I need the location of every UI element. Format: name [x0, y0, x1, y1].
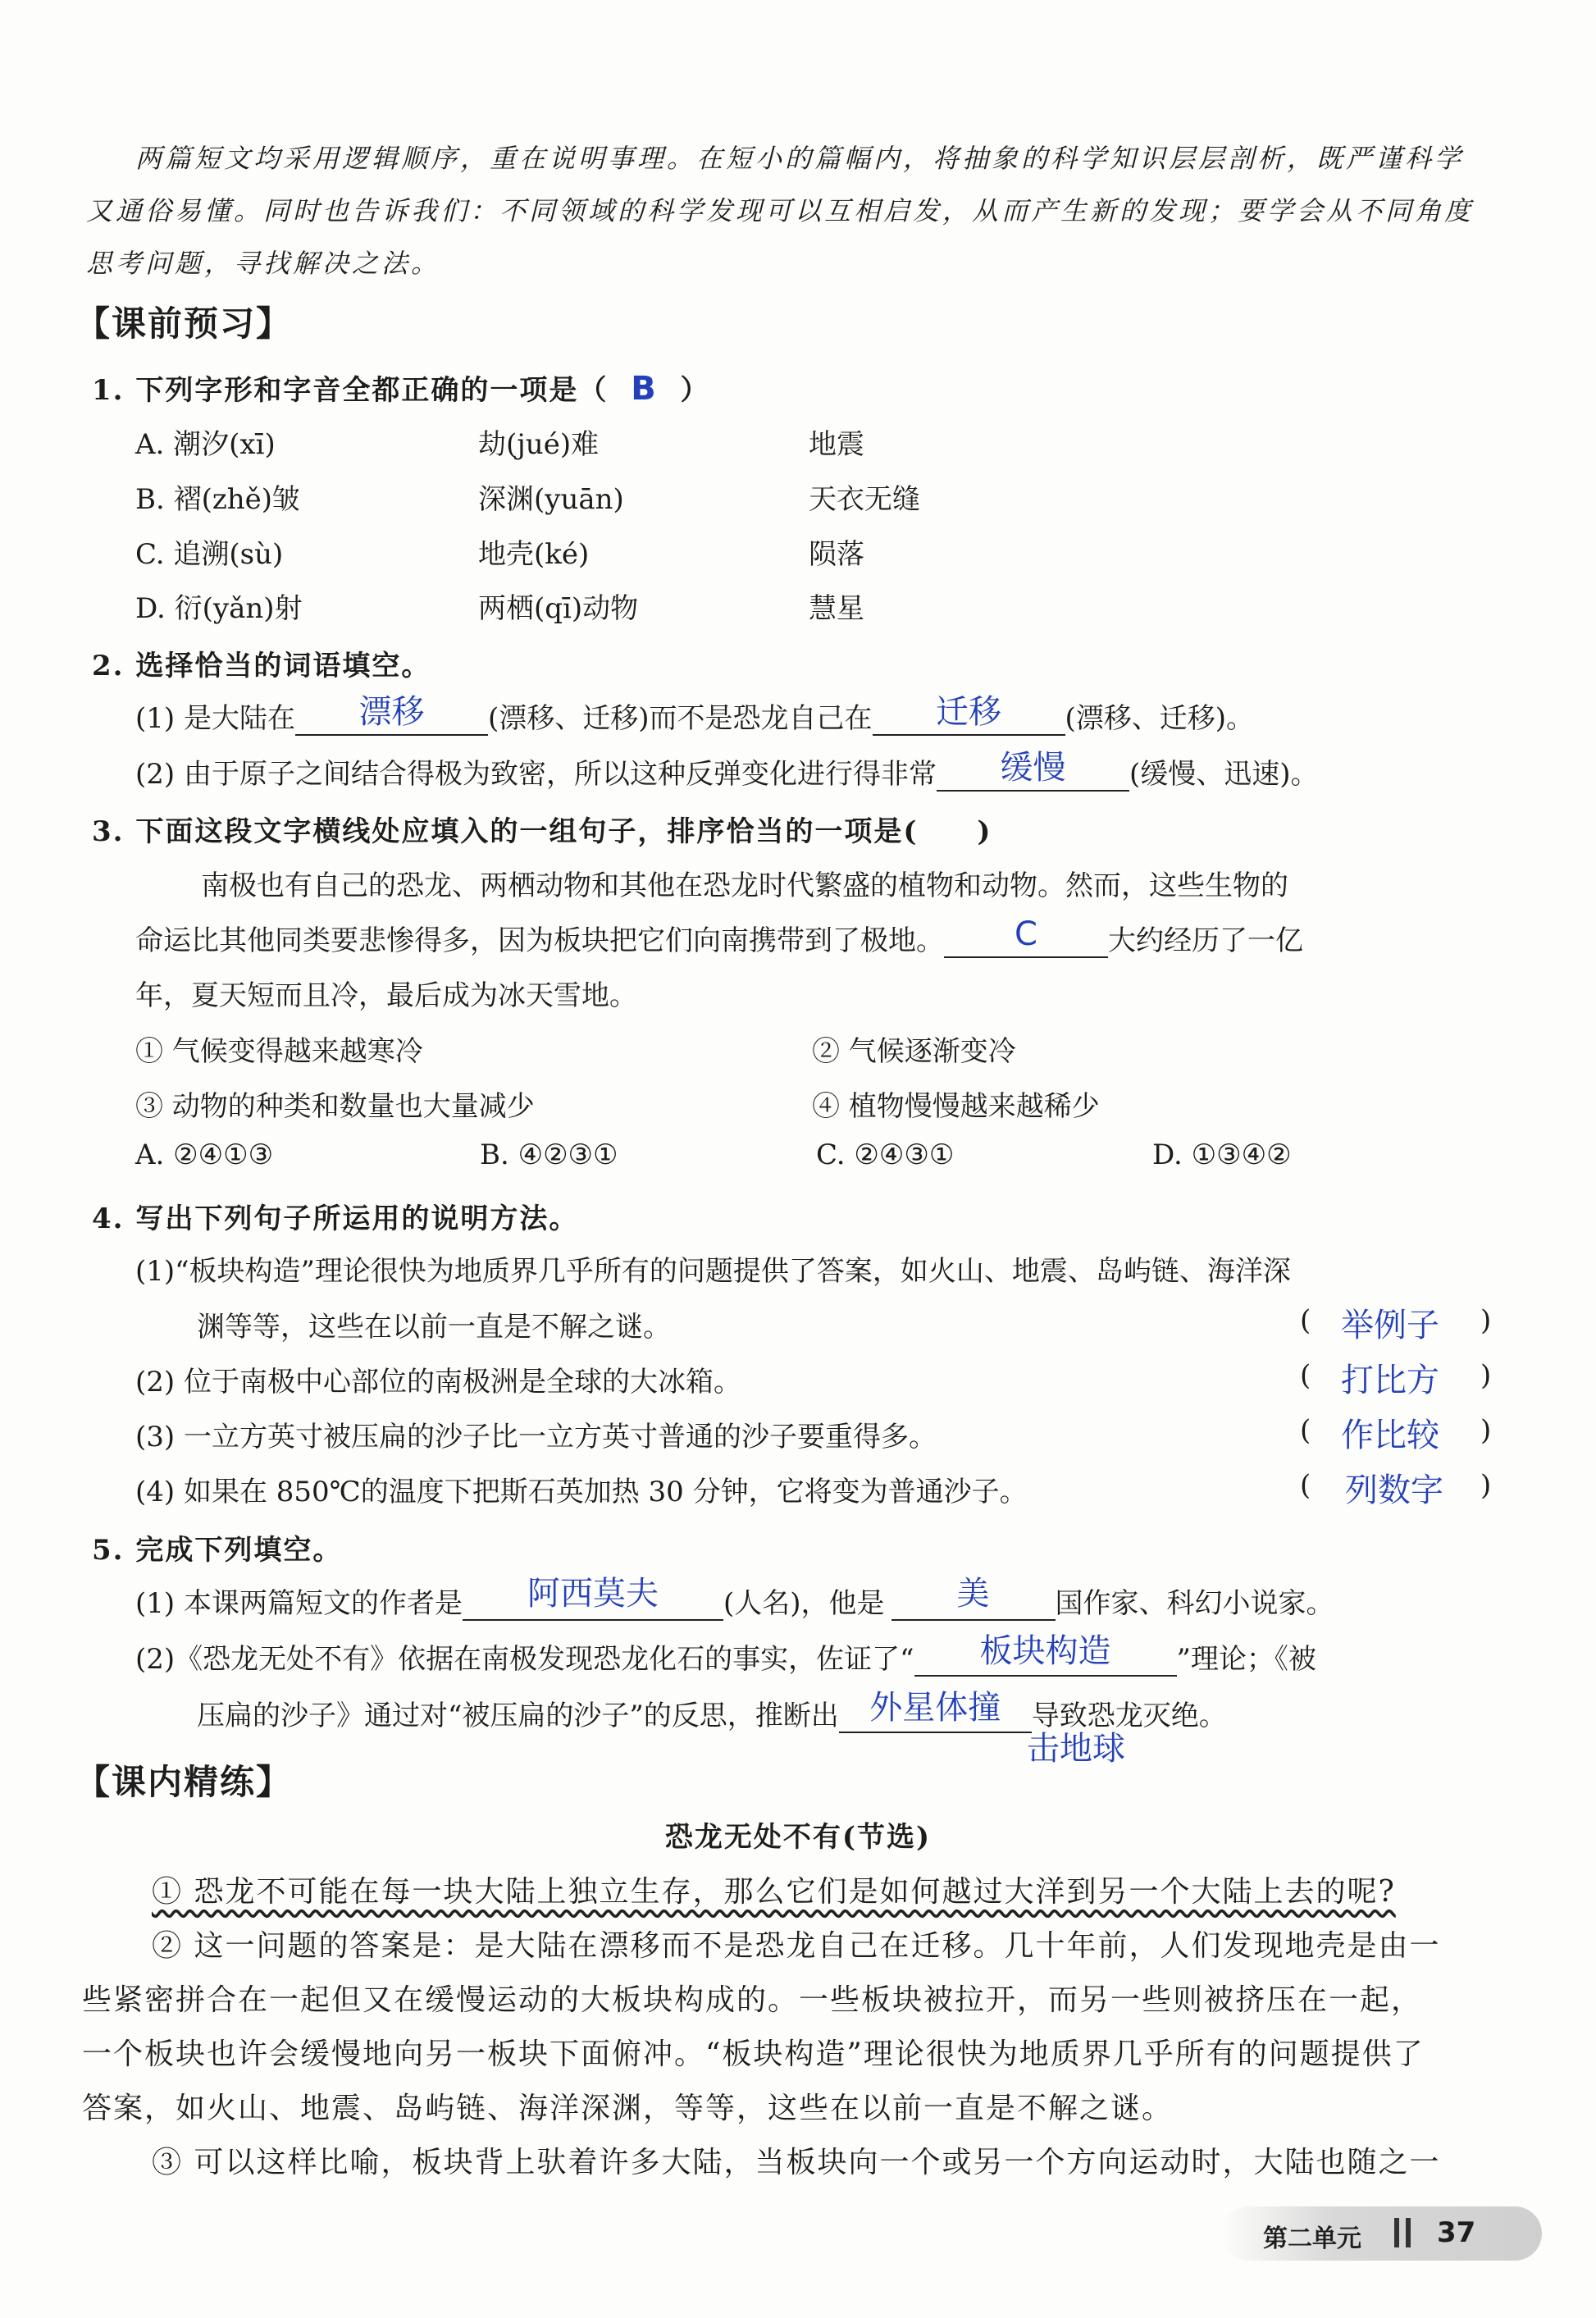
q1-option-a-3: 地震 — [809, 428, 864, 461]
q2-s2-blank[interactable] — [937, 749, 1129, 792]
intro-line-1: 两篇短文均采用逻辑顺序，重在说明事理。在短小的篇幅内，将抽象的科学知识层层剖析，既严谨科学 — [135, 143, 1465, 174]
q3-answer: C — [1015, 915, 1037, 953]
q2-s1-answer-2: 迁移 — [936, 693, 1001, 731]
q4-sentence-1a: (1)“板块构造”理论很快为地质界几乎所有的问题提供了答案，如火山、地震、岛屿链、海洋深 — [135, 1255, 1291, 1288]
q1-option-a-2: 劫(jué)难 — [478, 428, 600, 461]
section-header-preview: 【课前预习】 — [75, 303, 293, 344]
q5-answer-cause-line-2: 击地球 — [1027, 1730, 1125, 1768]
q3-item-2: ② 气候逐渐变冷 — [812, 1035, 1016, 1068]
passage-paragraph-2-line-3: 一个板块也许会缓慢地向另一板块下面俯冲。“板块构造”理论很快为地质界几乎所有的问题提供了 — [82, 2037, 1425, 2071]
q5-s3-part-a: 压扁的沙子》通过对“被压扁的沙子”的反思，推断出 — [197, 1700, 839, 1732]
passage-paragraph-3-line-1: ③ 可以这样比喻，板块背上驮着许多大陆，当板块向一个或另一个方向运动时，大陆也随之一 — [152, 2146, 1441, 2179]
q5-s1-part-c: 国作家、科幻小说家。 — [1055, 1587, 1334, 1620]
q1-option-b-3: 天衣无缝 — [809, 483, 920, 516]
q5-s3-part-b: 导致恐龙灭绝。 — [1031, 1700, 1227, 1732]
passage-paragraph-1-text: ① 恐龙不可能在每一块大陆上独立生存，那么它们是如何越过大洋到另一个大陆上去的呢? — [152, 1875, 1396, 1909]
q2-s1-answer-1: 漂移 — [358, 693, 425, 731]
q5-sentence-2 — [135, 1632, 1316, 1677]
passage-paragraph-2-line-1: ② 这一问题的答案是：是大陆在漂移而不是恐龙自己在迁移。几十年前，人们发现地壳是由一 — [152, 1929, 1441, 1963]
q2-s1-part-b: (漂移、迁移)而不是恐龙自己在 — [487, 702, 873, 735]
q4-answer-1: 举例子 — [1341, 1307, 1439, 1344]
q3-passage-line-2 — [135, 915, 1303, 958]
q4-answer-4: 列数字 — [1345, 1472, 1443, 1509]
q3-stem: 3. 下面这段文字横线处应填入的一组句子，排序恰当的一项是( ) — [92, 815, 992, 848]
q3-choice-b: B. ④②③① — [480, 1138, 618, 1171]
q4-answer-3: 作比较 — [1341, 1417, 1439, 1454]
q4-answer-2-lparen: ( — [1300, 1359, 1311, 1392]
q1-option-d-3: 慧星 — [809, 592, 864, 625]
q2-s2-part-b: (缓慢、迅速)。 — [1129, 758, 1319, 791]
q4-answer-3-rparen: ) — [1480, 1414, 1492, 1447]
passage-title: 恐龙无处不有(节选) — [664, 1821, 932, 1854]
q2-s1-part-c: (漂移、迁移)。 — [1065, 702, 1255, 735]
footer-badge — [1222, 2206, 1542, 2261]
section-header-practice: 【课内精练】 — [75, 1762, 293, 1802]
q4-sentence-2: (2) 位于南极中心部位的南极洲是全球的大冰箱。 — [135, 1366, 741, 1399]
q2-s1-part-a: (1) 是大陆在 — [135, 702, 295, 735]
q5-s1-blank-1[interactable] — [463, 1575, 723, 1621]
q4-answer-2: 打比方 — [1341, 1362, 1439, 1399]
q1-option-c-2: 地壳(ké) — [478, 538, 590, 571]
q4-answer-3-lparen: ( — [1300, 1414, 1311, 1447]
q1-option-d-1: D. 衍(yǎn)射 — [135, 592, 303, 625]
q3-passage-part-b: 大约经历了一亿 — [1108, 924, 1303, 957]
q5-s1-blank-2[interactable] — [891, 1575, 1056, 1621]
q2-s2-answer: 缓慢 — [1000, 749, 1066, 787]
q5-s2-blank[interactable] — [914, 1632, 1177, 1677]
q4-sentence-3: (3) 一立方英寸被压扁的沙子比一立方英寸普通的沙子要重得多。 — [135, 1421, 937, 1453]
q5-s2-part-a: (2)《恐龙无处不有》依据在南极发现恐龙化石的事实，佐证了“ — [135, 1643, 914, 1676]
intro-line-3: 思考问题，寻找解决之法。 — [86, 248, 441, 279]
q5-s1-part-b: (人名)，他是 — [723, 1587, 885, 1620]
page-number: 37 — [1437, 2216, 1476, 2249]
q5-s1-part-a: (1) 本课两篇短文的作者是 — [135, 1587, 463, 1620]
q2-sentence-2 — [135, 751, 1319, 792]
q1-answer: B — [631, 370, 658, 408]
passage-paragraph-2-line-2: 些紧密拼合在一起但又在缓慢运动的大板块构成的。一些板块被拉开，而另一些则被挤压在一起， — [82, 1983, 1423, 2017]
q1-option-b-1: B. 褶(zhě)皱 — [135, 483, 301, 516]
q4-answer-4-lparen: ( — [1300, 1469, 1311, 1502]
q4-answer-1-rparen: ) — [1480, 1304, 1492, 1337]
q5-stem: 5. 完成下列填空。 — [92, 1534, 343, 1567]
q5-s3-blank[interactable] — [839, 1689, 1032, 1733]
footer-divider-bar-2 — [1406, 2218, 1411, 2247]
q4-sentence-4: (4) 如果在 850℃的温度下把斯石英加热 30 分钟，它将变为普通沙子。 — [135, 1476, 1028, 1508]
q4-answer-2-rparen: ) — [1480, 1359, 1492, 1392]
q2-stem: 2. 选择恰当的词语填空。 — [92, 650, 431, 682]
intro-line-2: 又通俗易懂。同时也告诉我们：不同领域的科学发现可以互相启发，从而产生新的发现；要学会从不同角度 — [86, 195, 1475, 226]
footer-unit-label: 第二单元 — [1263, 2224, 1361, 2253]
q4-sentence-1b: 渊等等，这些在以前一直是不解之谜。 — [197, 1311, 671, 1344]
q3-item-1: ① 气候变得越来越寒冷 — [135, 1035, 423, 1068]
q3-choice-c: C. ②④③① — [816, 1138, 955, 1171]
q5-answer-cause-line-1: 外星体撞 — [869, 1689, 1001, 1727]
q4-answer-4-rparen: ) — [1480, 1469, 1492, 1502]
q1-option-c-1: C. 追溯(sù) — [135, 538, 284, 571]
passage-paragraph-1 — [152, 1869, 1396, 1910]
q3-choice-a: A. ②④①③ — [135, 1138, 274, 1171]
q1-option-a-1: A. 潮汐(xī) — [135, 428, 276, 461]
q5-answer-country: 美 — [956, 1575, 990, 1613]
q1-option-d-2: 两栖(qī)动物 — [478, 592, 639, 625]
q2-s1-blank-1[interactable] — [295, 693, 488, 736]
q1-option-c-3: 陨落 — [809, 538, 864, 571]
q2-sentence-1 — [135, 693, 1255, 736]
q3-blank[interactable] — [944, 915, 1108, 958]
footer-divider-bar-1 — [1394, 2218, 1399, 2247]
q3-passage-line-1: 南极也有自己的恐龙、两栖动物和其他在恐龙时代繁盛的植物和动物。然而，这些生物的 — [201, 869, 1288, 902]
q1-option-b-2: 深渊(yuān) — [478, 483, 624, 516]
passage-paragraph-2-line-4: 答案，如火山、地震、岛屿链、海洋深渊，等等，这些在以前一直是不解之谜。 — [82, 2092, 1174, 2125]
q5-answer-theory: 板块构造 — [979, 1632, 1111, 1670]
q2-s1-blank-2[interactable] — [873, 693, 1065, 736]
q1-stem — [92, 367, 710, 408]
q5-s2-part-b: ”理论；《被 — [1176, 1643, 1316, 1676]
q4-answer-1-lparen: ( — [1300, 1304, 1311, 1337]
q3-passage-part-a: 命运比其他同类要悲惨得多，因为板块把它们向南携带到了极地。 — [135, 924, 944, 957]
q2-s2-part-a: (2) 由于原子之间结合得极为致密，所以这种反弹变化进行得非常 — [135, 758, 937, 791]
q5-answer-author: 阿西莫夫 — [527, 1575, 659, 1613]
q3-passage-line-3: 年，夏天短而且冷，最后成为冰天雪地。 — [135, 979, 637, 1012]
q1-stem-text: 1. 下列字形和字音全都正确的一项是（ — [92, 374, 609, 407]
q3-item-3: ③ 动物的种类和数量也大量减少 — [135, 1090, 535, 1123]
q3-choice-d: D. ①③④② — [1152, 1138, 1292, 1171]
q3-item-4: ④ 植物慢慢越来越稀少 — [812, 1090, 1100, 1123]
q4-stem: 4. 写出下列句子所运用的说明方法。 — [92, 1202, 579, 1235]
q5-sentence-1 — [135, 1575, 1334, 1621]
q1-stem-close: ） — [680, 374, 710, 407]
